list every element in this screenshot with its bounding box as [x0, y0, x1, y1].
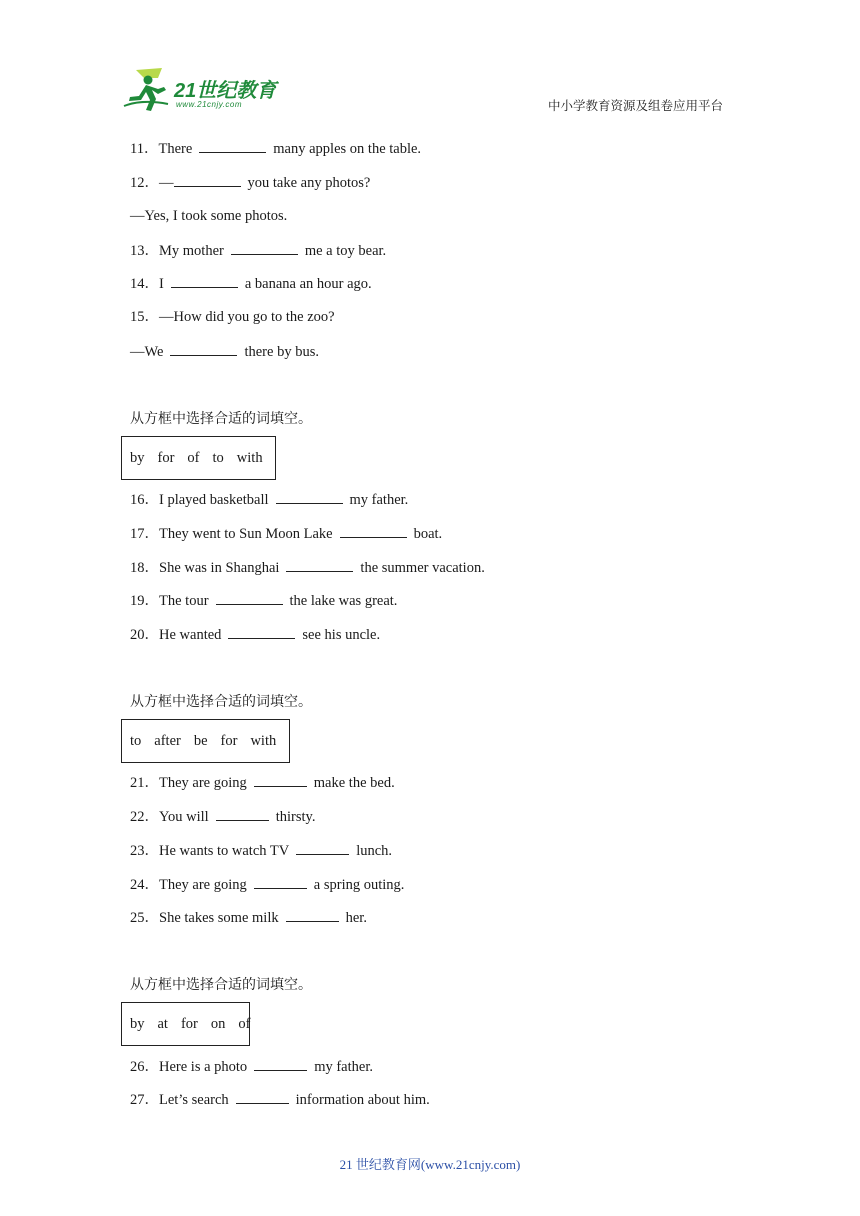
- platform-name: 中小学教育资源及组卷应用平台: [548, 98, 724, 113]
- question-11: 11．There many apples on the table.: [130, 141, 422, 157]
- answer-blank[interactable]: [216, 807, 269, 821]
- word-option: by: [130, 1015, 145, 1032]
- word-option: at: [157, 1015, 168, 1032]
- word-option: by: [130, 449, 145, 466]
- answer-blank[interactable]: [231, 241, 298, 255]
- question-15-reply: —We there by bus.: [130, 344, 319, 360]
- question-18: 18．She was in Shanghai the summer vacation.: [130, 560, 485, 576]
- question-19: 19．The tour the lake was great.: [130, 593, 398, 609]
- logo: [122, 66, 287, 116]
- word-box: [121, 1002, 250, 1046]
- logo-url: www.21cnjy.com: [176, 100, 242, 109]
- word-box: [121, 436, 276, 480]
- word-option: to: [212, 449, 224, 466]
- answer-blank[interactable]: [296, 841, 349, 855]
- page-footer[interactable]: 21 世纪教育网(www.21cnjy.com): [339, 1157, 521, 1172]
- question-25: 25．She takes some milk her.: [130, 910, 367, 926]
- answer-blank[interactable]: [228, 625, 295, 639]
- question-20: 20．He wanted see his uncle.: [130, 627, 381, 643]
- answer-blank[interactable]: [286, 558, 353, 572]
- section-instruction: 从方框中选择合适的词填空。: [130, 694, 312, 710]
- answer-blank[interactable]: [254, 1057, 307, 1071]
- question-27: 27．Let’s search information about him.: [130, 1092, 430, 1108]
- word-option: for: [180, 1015, 198, 1032]
- question-13: 13．My mother me a toy bear.: [130, 243, 387, 259]
- question-21: 21．They are going make the bed.: [130, 775, 395, 791]
- word-option: to: [130, 732, 142, 749]
- question-12: 12．— you take any photos?: [130, 175, 371, 191]
- section-instruction: 从方框中选择合适的词填空。: [130, 411, 312, 427]
- word-option: be: [193, 732, 208, 749]
- word-option: after: [154, 732, 181, 749]
- answer-blank[interactable]: [254, 773, 307, 787]
- answer-blank[interactable]: [216, 591, 283, 605]
- question-15: 15．—How did you go to the zoo?: [130, 309, 335, 325]
- answer-blank[interactable]: [199, 139, 266, 153]
- word-option: on: [210, 1015, 226, 1032]
- word-option: with: [236, 449, 263, 466]
- question-12-reply: —Yes, I took some photos.: [130, 208, 288, 224]
- word-option: of: [187, 449, 200, 466]
- answer-blank[interactable]: [340, 524, 407, 538]
- question-16: 16．I played basketball my father.: [130, 492, 409, 508]
- word-option: for: [157, 449, 175, 466]
- runner-logo-icon: [122, 66, 174, 114]
- word-option: for: [220, 732, 238, 749]
- section-instruction: 从方框中选择合适的词填空。: [130, 977, 312, 993]
- word-option: with: [250, 732, 277, 749]
- question-17: 17．They went to Sun Moon Lake boat.: [130, 526, 443, 542]
- question-24: 24．They are going a spring outing.: [130, 877, 405, 893]
- page-header: [0, 0, 860, 125]
- answer-blank[interactable]: [254, 875, 307, 889]
- word-option: of: [238, 1015, 251, 1032]
- answer-blank[interactable]: [286, 908, 339, 922]
- answer-blank[interactable]: [276, 490, 343, 504]
- answer-blank[interactable]: [174, 173, 241, 187]
- answer-blank[interactable]: [171, 274, 238, 288]
- answer-blank[interactable]: [236, 1090, 289, 1104]
- question-14: 14．I a banana an hour ago.: [130, 276, 372, 292]
- word-box: [121, 719, 290, 763]
- question-23: 23．He wants to watch TV lunch.: [130, 843, 393, 859]
- question-22: 22．You will thirsty.: [130, 809, 316, 825]
- question-26: 26．Here is a photo my father.: [130, 1059, 373, 1075]
- logo-text: 21世纪教育: [174, 80, 277, 102]
- answer-blank[interactable]: [170, 342, 237, 356]
